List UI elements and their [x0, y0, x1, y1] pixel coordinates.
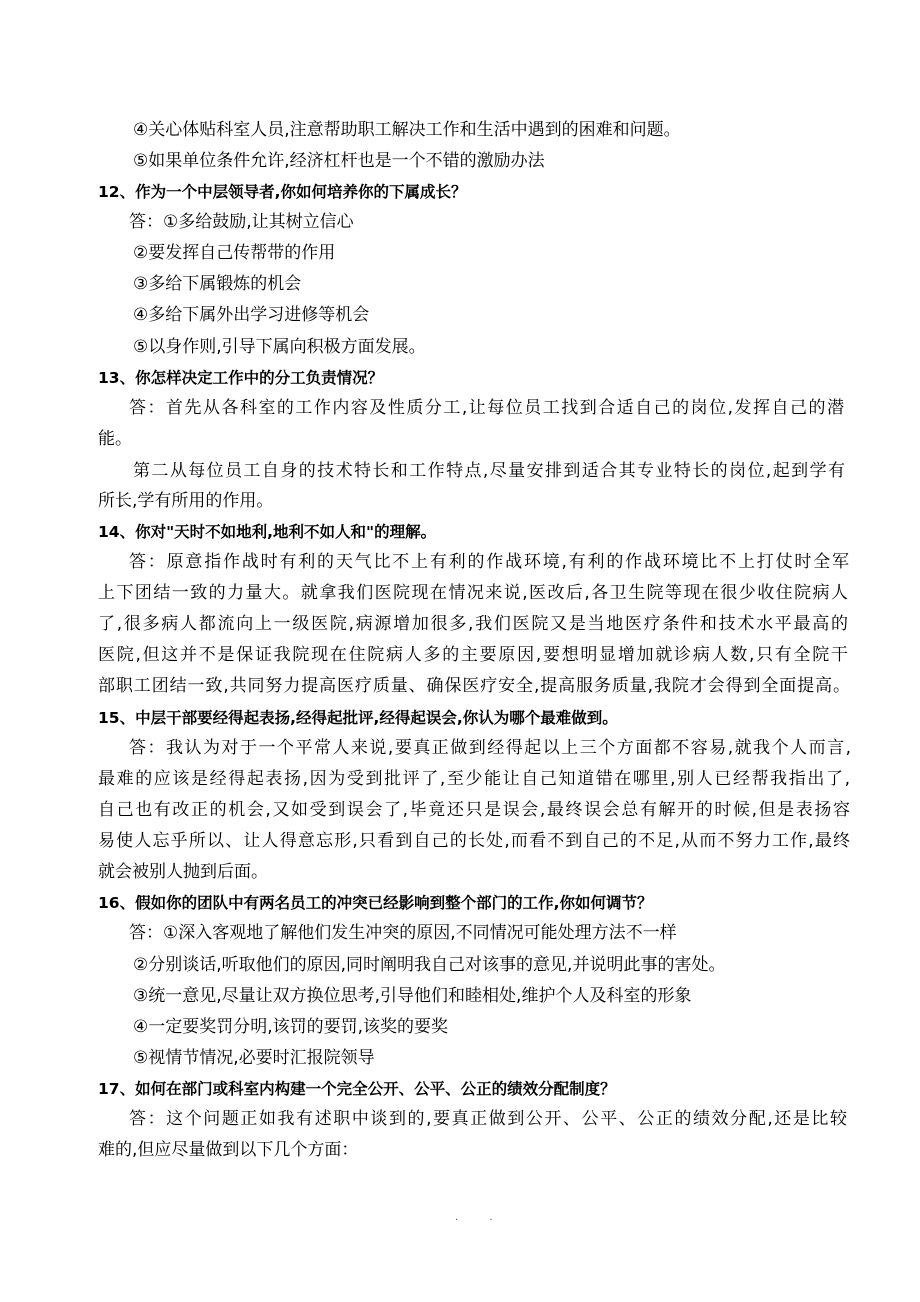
answer-line: 所长,学有所用的作用。: [98, 491, 274, 511]
list-item: ④一定要奖罚分明,该罚的要罚,该奖的要奖: [133, 1017, 449, 1037]
answer-line: 难的,但应尽量做到以下几个方面：: [98, 1140, 359, 1160]
question-heading: 14、你对"天时不如地利,地利不如人和"的理解。: [98, 523, 437, 541]
list-item: ⑤视情节情况,必要时汇报院领导: [133, 1048, 375, 1068]
answer-line: 答：我认为对于一个平常人来说,要真正做到经得起以上三个方面都不容易,就我个人而言,: [129, 738, 851, 758]
list-item: ③统一意见,尽量让双方换位思考,引导他们和睦相处,维护个人及科室的形象: [133, 986, 692, 1006]
list-item: ⑤以身作则,引导下属向积极方面发展。: [133, 337, 426, 357]
list-item: ④关心体贴科室人员,注意帮助职工解决工作和生活中遇到的困难和问题。: [133, 120, 681, 140]
answer-line: 自己也有改正的机会,又如受到误会了,毕竟还只是误会,最终误会总有解开的时候,但是表扬容: [98, 800, 850, 820]
answer-line: 上下团结一致的力量大。就拿我们医院现在情况来说,医改后,各卫生院等现在很少收住院病人: [98, 583, 848, 603]
question-heading: 17、如何在部门或科室内构建一个完全公开、公平、公正的绩效分配制度？: [98, 1080, 616, 1098]
question-heading: 13、你怎样决定工作中的分工负责情况？: [98, 369, 384, 387]
answer-line: 就会被别人抛到后面。: [98, 862, 268, 882]
question-heading: 12、作为一个中层领导者,你如何培养你的下属成长？: [98, 183, 467, 201]
answer-line: 答：原意指作战时有利的天气比不上有利的作战环境,有利的作战环境比不上打仗时全军: [129, 552, 849, 572]
answer-line: 答：这个问题正如我有述职中谈到的,要真正做到公开、公平、公正的绩效分配,还是比较: [129, 1109, 847, 1129]
answer-line: 最难的应该是经得起表扬,因为受到批评了,至少能让自己知道错在哪里,别人已经帮我指出了,: [98, 769, 850, 789]
question-heading: 15、中层干部要经得起表扬,经得起批评,经得起误会,你认为哪个最难做到。: [98, 709, 618, 727]
list-item: ④多给下属外出学习进修等机会: [133, 305, 370, 325]
answer-line: 易使人忘乎所以、让人得意忘形,只看到自己的长处,而看不到自己的不足,从而不努力工作,最终: [98, 831, 850, 851]
answer-line: 医院,但这并不是保证我院现在住院病人多的主要原因,要想明显增加就诊病人数,只有全院干: [98, 645, 848, 665]
answer-line: 答：①多给鼓励,让其树立信心: [129, 212, 354, 232]
answer-line: 第二从每位员工自身的技术特长和工作特点,尽量安排到适合其专业特长的岗位,起到学有: [133, 461, 845, 481]
answer-line: 答：①深入客观地了解他们发生冲突的原因,不同情况可能处理方法不一样: [129, 923, 677, 943]
list-item: ②要发挥自己传帮带的作用: [133, 243, 336, 263]
list-item: ③多给下属锻炼的机会: [133, 274, 302, 294]
page-footer-marks: . .: [455, 1212, 507, 1223]
answer-line: 部职工团结一致,共同努力提高医疗质量、确保医疗安全,提高服务质量,我院才会得到全面提高。: [98, 676, 850, 696]
list-item: ⑤如果单位条件允许,经济杠杆也是一个不错的激励办法: [133, 151, 545, 171]
answer-line: 了,很多病人都流向上一级医院,病源增加很多,我们医院又是当地医疗条件和技术水平最高的: [98, 614, 848, 634]
answer-line: 答：首先从各科室的工作内容及性质分工,让每位员工找到合适自己的岗位,发挥自己的潜: [129, 398, 844, 418]
answer-line: 能。: [98, 429, 132, 449]
list-item: ②分别谈话,听取他们的原因,同时阐明我自己对该事的意见,并说明此事的害处。: [133, 955, 726, 975]
question-heading: 16、假如你的团队中有两名员工的冲突已经影响到整个部门的工作,你如何调节？: [98, 894, 653, 912]
